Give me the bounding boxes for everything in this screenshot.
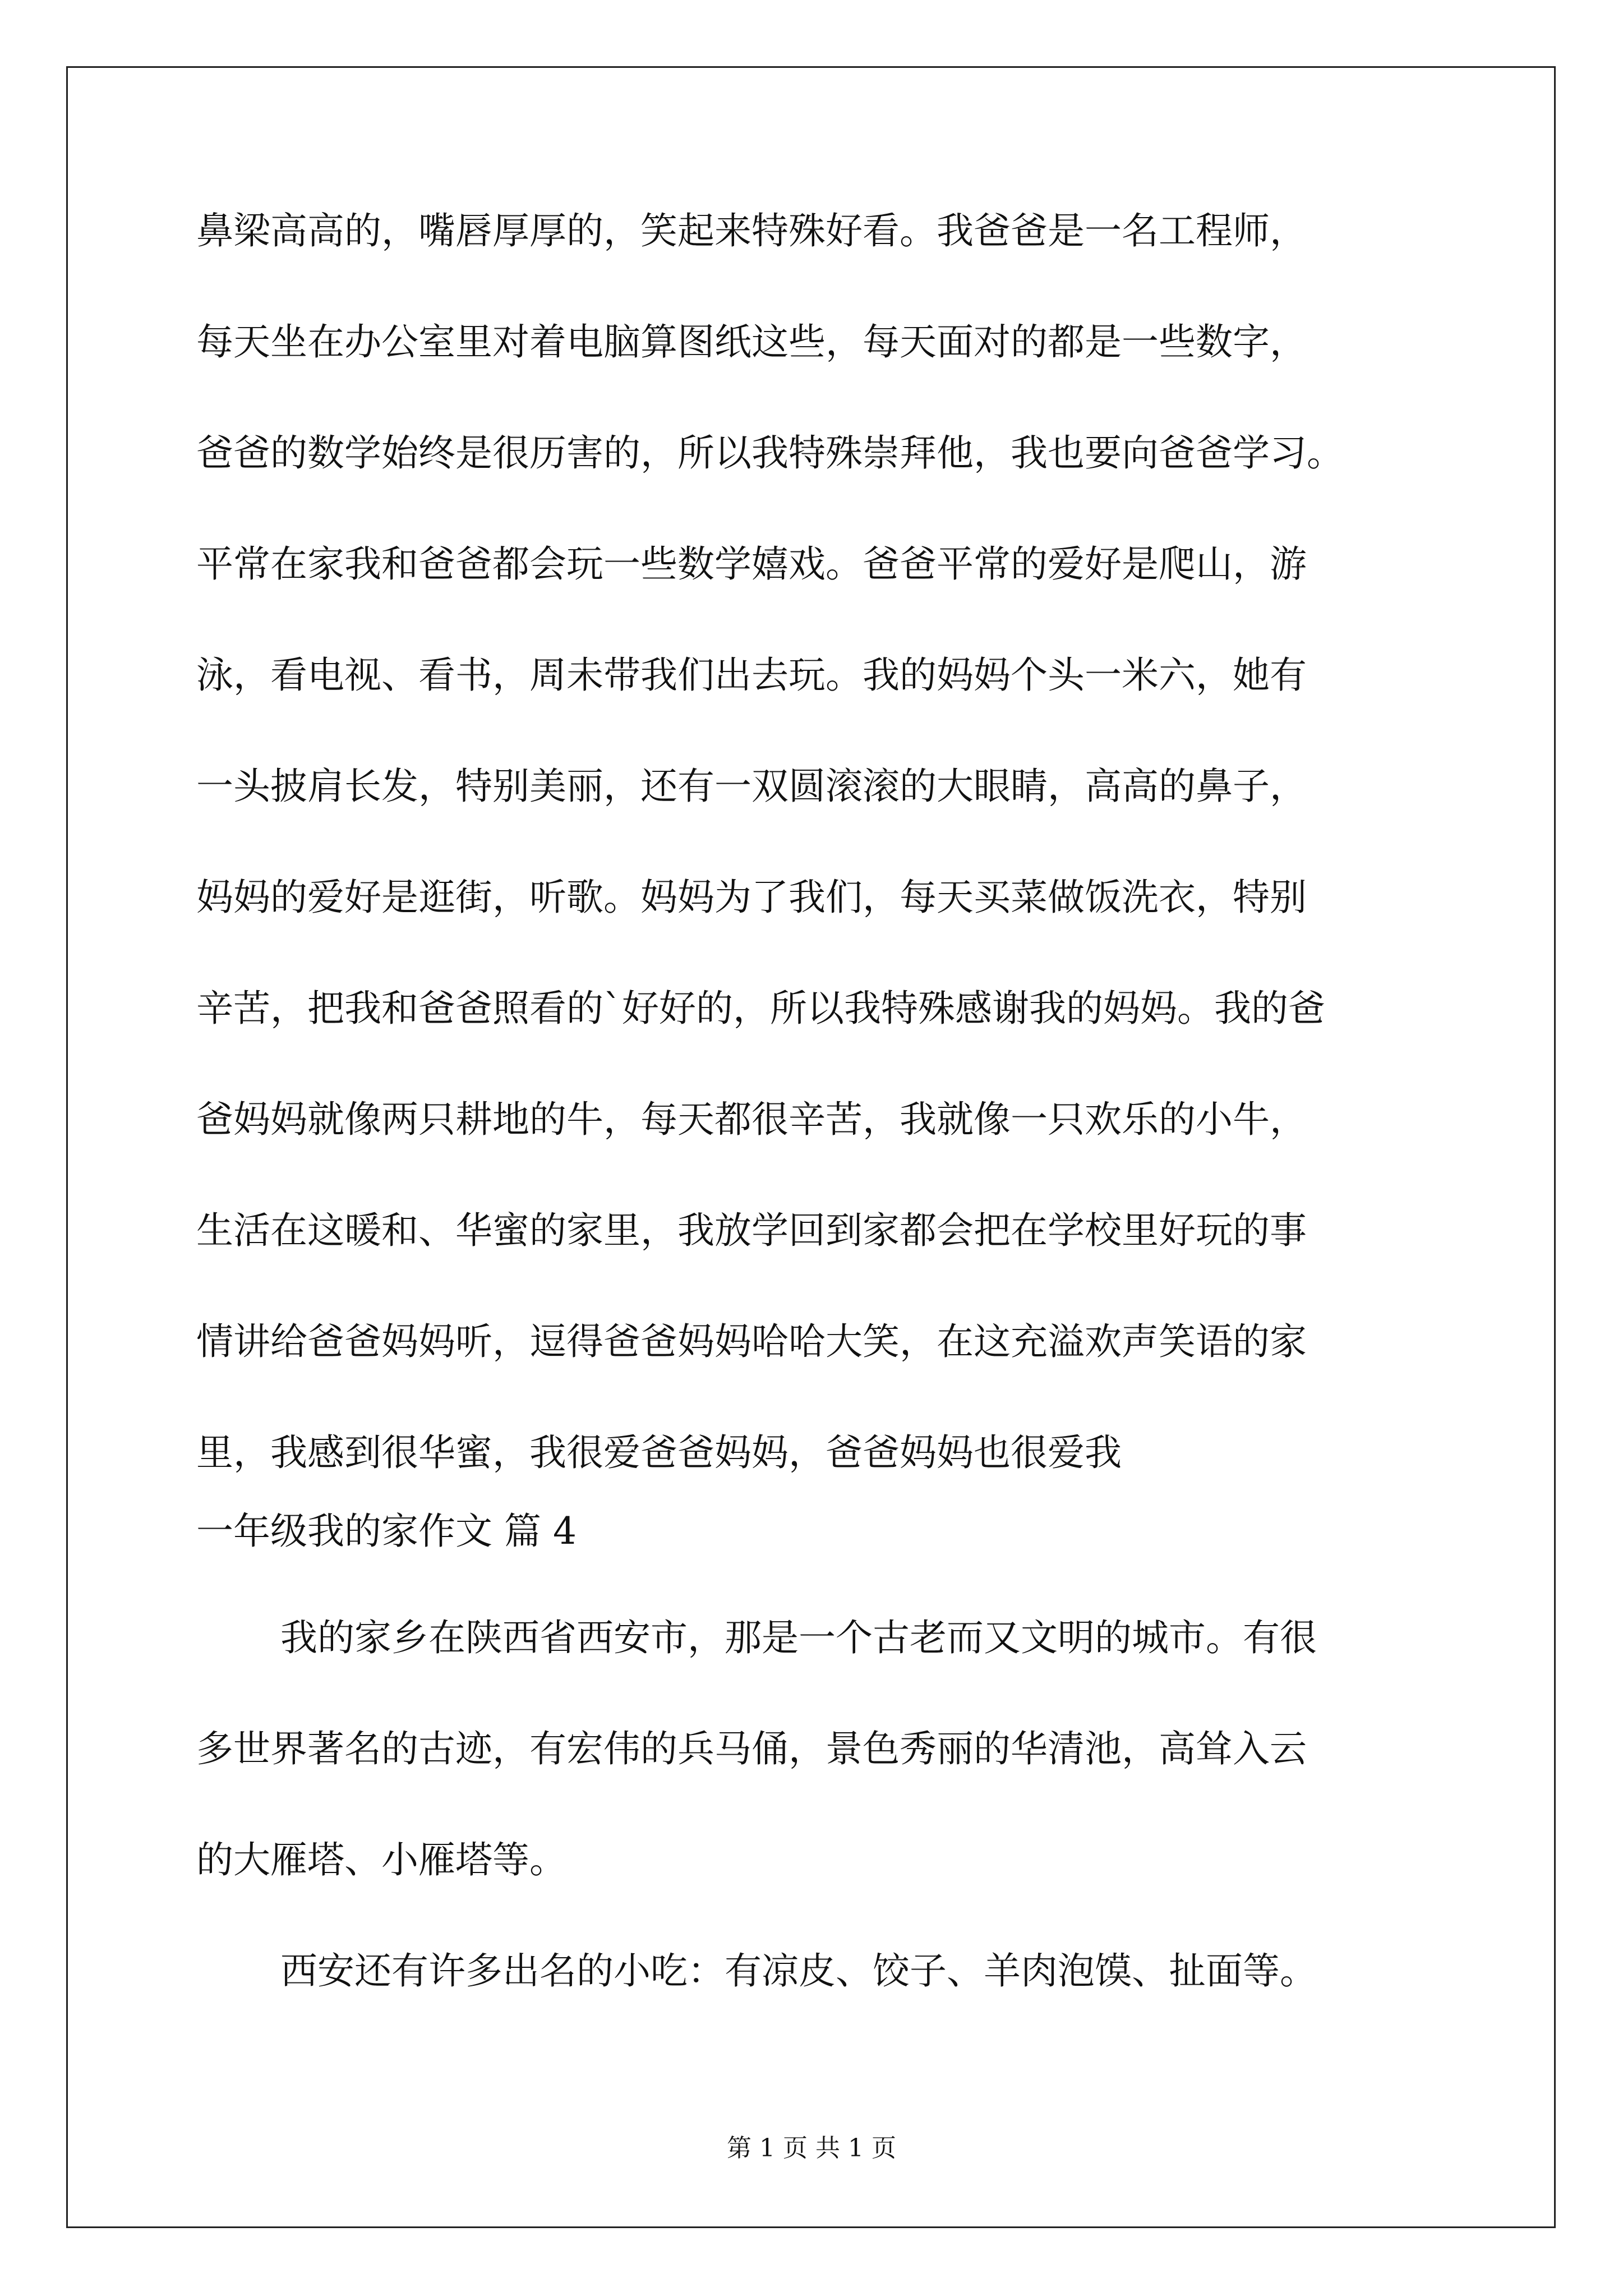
body-line-11: 情讲给爸爸妈妈听，逗得爸爸妈妈哈哈大笑，在这充溢欢声笑语的家 [196, 1320, 1307, 1363]
section-line-4: 西安还有许多出名的小吃：有凉皮、饺子、羊肉泡馍、扯面等。 [280, 1949, 1317, 1993]
page-footer: 第 1 页 共 1 页 [727, 2134, 896, 2162]
body-line-7: 妈妈的爱好是逛街，听歌。妈妈为了我们，每天买菜做饭洗衣，特别 [196, 876, 1307, 919]
body-line-5: 泳，看电视、看书，周未带我们出去玩。我的妈妈个头一米六，她有 [196, 654, 1307, 697]
body-line-9: 爸妈妈就像两只耕地的牛，每天都很辛苦，我就像一只欢乐的小牛， [196, 1098, 1307, 1141]
section-line-1: 我的家乡在陕西省西安市，那是一个古老而又文明的城市。有很 [280, 1616, 1317, 1659]
section-heading: 一年级我的家作文 篇 4 [196, 1510, 577, 1553]
body-line-2: 每天坐在办公室里对着电脑算图纸这些，每天面对的都是一些数字， [196, 320, 1307, 364]
page-border [66, 66, 1556, 2228]
body-line-12: 里，我感到很华蜜，我很爱爸爸妈妈，爸爸妈妈也很爱我 [196, 1431, 1122, 1474]
section-line-2: 多世界著名的古迹，有宏伟的兵马俑，景色秀丽的华清池，高耸入云 [196, 1727, 1307, 1770]
body-line-3: 爸爸的数学始终是很历害的，所以我特殊崇拜他，我也要向爸爸学习。 [196, 431, 1344, 475]
body-line-6: 一头披肩长发，特别美丽，还有一双圆滚滚的大眼睛，高高的鼻子， [196, 765, 1307, 808]
body-line-4: 平常在家我和爸爸都会玩一些数学嬉戏。爸爸平常的爱好是爬山，游 [196, 542, 1307, 586]
body-line-10: 生活在这暖和、华蜜的家里，我放学回到家都会把在学校里好玩的事 [196, 1209, 1307, 1252]
section-line-3: 的大雁塔、小雁塔等。 [196, 1838, 566, 1881]
body-line-8: 辛苦，把我和爸爸照看的`好好的，所以我特殊感谢我的妈妈。我的爸 [196, 987, 1325, 1030]
body-line-1: 鼻梁高高的，嘴唇厚厚的，笑起来特殊好看。我爸爸是一名工程师， [196, 209, 1307, 252]
